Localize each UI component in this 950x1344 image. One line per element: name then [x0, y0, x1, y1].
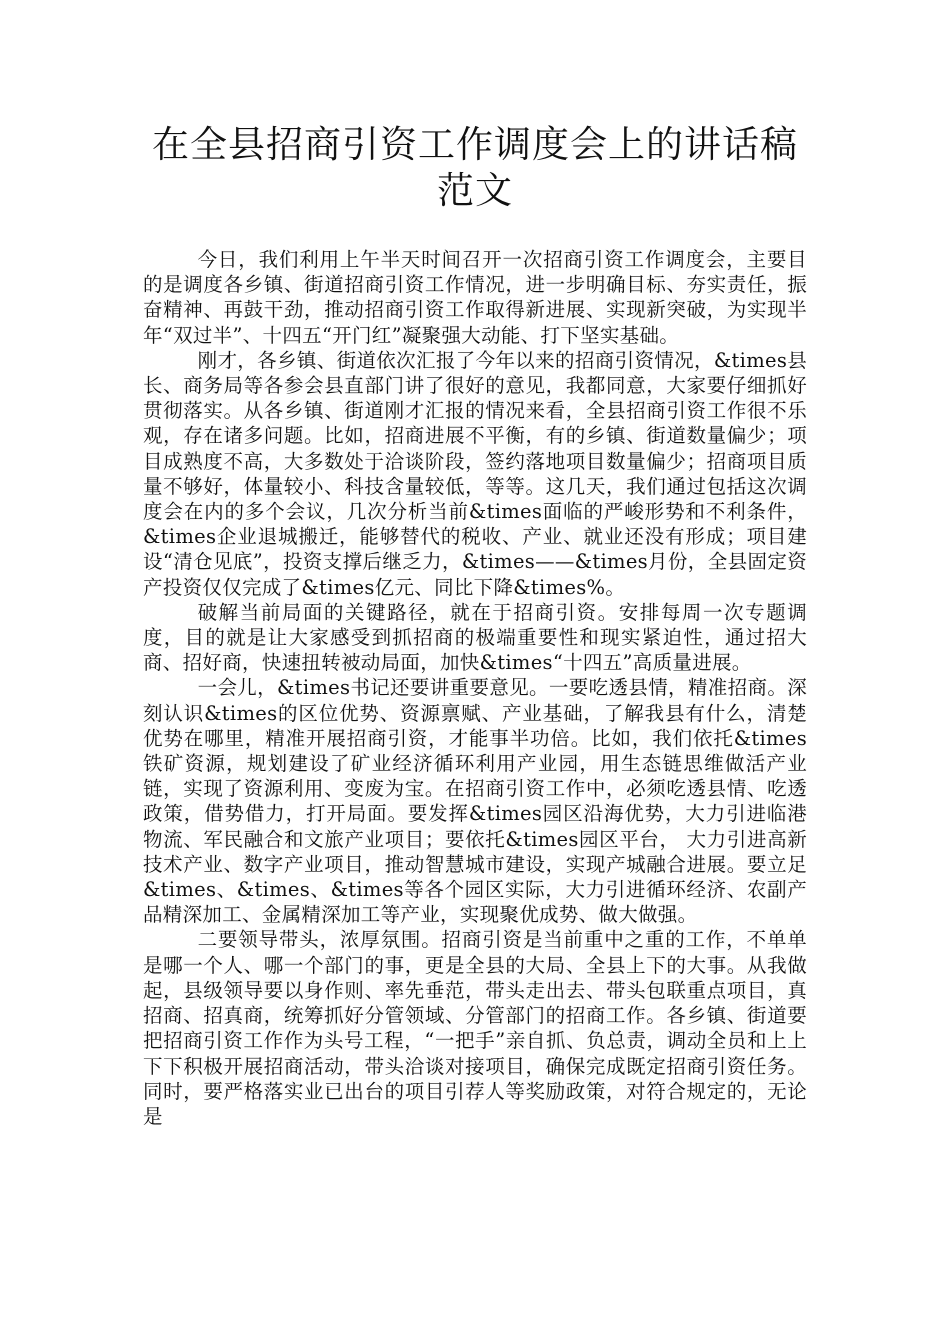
- paragraph: 刚才，各乡镇、街道依次汇报了今年以来的招商引资情况，&times县长、商务局等各参会县直部门讲了很好的意见，我都同意，大家要仔细抓好贯彻落实。从各乡镇、街道刚才汇报的情况来看，全县招商引资工作很不乐观，存在诸多问题。比如，招商进展不平衡，有的乡镇、街道数量偏少；项目成熟度不高，大多数处于洽谈阶段，签约落地项目数量偏少；招商项目质量不够好，体量较小、科技含量较低，等等。这几天，我们通过包括这次调度会在内的多个会议，几次分析当前&times面临的严峻形势和不利条件，&times企业退城搬迁，能够替代的税收、产业、就业还没有形成；项目建设“清仓见底”，投资支撑后继乏力，&times——&times月份，全县固定资产投资仅仅完成了&times亿元、同比下降&times%。: [143, 348, 807, 599]
- paragraph: 今日，我们利用上午半天时间召开一次招商引资工作调度会，主要目的是调度各乡镇、街道招商引资工作情况，进一步明确目标、夯实责任，振奋精神、再鼓干劲，推动招商引资工作取得新进展、实现新突破，为实现半年“双过半”、十四五“开门红”凝聚强大动能、打下坚实基础。: [143, 248, 807, 347]
- paragraph: 破解当前局面的关键路径，就在于招商引资。安排每周一次专题调度，目的就是让大家感受到抓招商的极端重要性和现实紧迫性，通过招大商、招好商，快速扭转被动局面，加快&times“十四五”高质量进展。: [143, 600, 807, 675]
- paragraph: 二要领导带头，浓厚氛围。招商引资是当前重中之重的工作，不单单是哪一个人、哪一个部门的事，更是全县的大局、全县上下的大事。从我做起，县级领导要以身作则、率先垂范，带头走出去、带头包联重点项目，真招商、招真商，统筹抓好分管领域、分管部门的招商工作。各乡镇、街道要把招商引资工作作为头号工程，“一把手”亲自抓、负总责，调动全员和上上下下积极开展招商活动，带头洽谈对接项目，确保完成既定招商引资任务。同时，要严格落实业已出台的项目引荐人等奖励政策，对符合规定的，无论是: [143, 928, 807, 1128]
- paragraph: 一会儿，&times书记还要讲重要意见。一要吃透县情，精准招商。深刻认识&times的区位优势、资源禀赋、产业基础，了解我县有什么，清楚优势在哪里，精准开展招商引资，才能事半功倍。比如，我们依托&times铁矿资源，规划建设了矿业经济循环利用产业园，用生态链思维做活产业链，实现了资源利用、变废为宝。在招商引资工作中，必须吃透县情、吃透政策，借势借力，打开局面。要发挥&times园区沿海优势，大力引进临港物流、军民融合和文旅产业项目；要依托&times园区平台， 大力引进高新技术产业、数字产业项目，推动智慧城市建设，实现产城融合进展。要立足&times、&times、&times等各个园区实际，大力引进循环经济、农副产品精深加工、金属精深加工等产业，实现聚优成势、做大做强。: [143, 676, 807, 927]
- document-body: [143, 247, 807, 1129]
- document-title: 在全县招商引资工作调度会上的讲话稿范文: [152, 123, 798, 212]
